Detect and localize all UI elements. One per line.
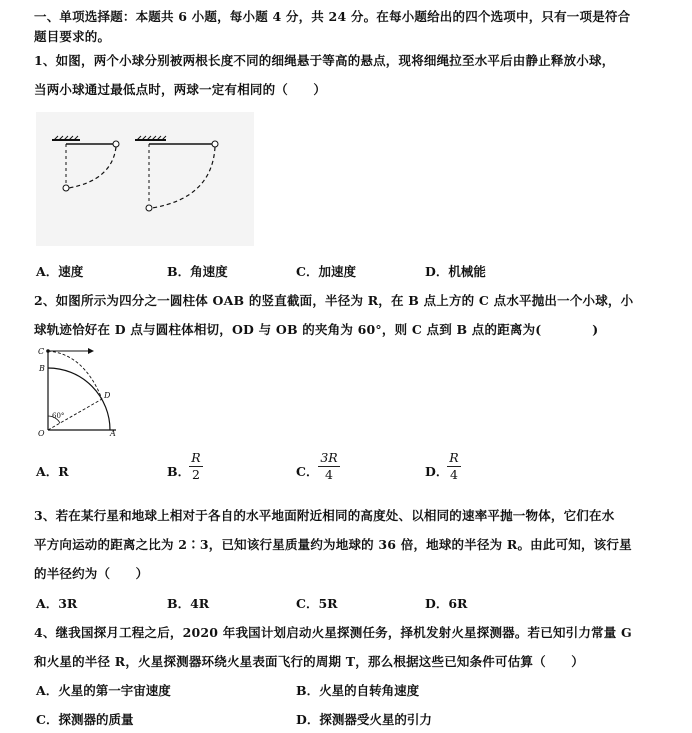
q4-stem-line2: 和火星的半径 R，火星探测器环绕火星表面飞行的周期 T，那么根据这些已知条件可估算（ ） [34, 654, 584, 669]
q2-option-b-denominator: 2 [192, 467, 200, 482]
q2-label-angle: 60° [52, 412, 65, 420]
section-header-line2: 题目要求的。 [34, 29, 111, 44]
q2-option-d-fraction [446, 450, 462, 483]
q2-label-b: B [39, 364, 45, 373]
q2-label-d: D [104, 391, 111, 400]
q2-option-c-numerator: 3R [320, 450, 338, 465]
q1-option-c[interactable]: C．加速度 [296, 264, 356, 279]
q3-option-c[interactable]: C．5R [296, 596, 338, 611]
q3-option-b[interactable]: B．4R [167, 596, 210, 611]
q2-option-b-numerator: R [191, 450, 201, 465]
q4-stem-line1: 4、继我国探月工程之后，2020 年我国计划启动火星探测任务，择机发射火星探测器。若已知引力常量 G [34, 625, 632, 640]
q2-quarter-cylinder-figure [36, 342, 126, 438]
q2-label-a: A [110, 429, 116, 438]
q2-option-b-letter[interactable]: B． [167, 464, 191, 479]
q2-option-c-denominator: 4 [325, 467, 333, 482]
q3-stem-line2: 平方向运动的距离之比为 2∶3，已知该行星质量约为地球的 36 倍，地球的半径为 R。由此可知，该行星 [34, 537, 632, 552]
q2-option-c-letter[interactable]: C． [296, 464, 319, 479]
q1-option-a[interactable]: A．速度 [36, 264, 84, 279]
q2-option-c-fraction [317, 450, 341, 483]
q1-stem-line2: 当两小球通过最低点时，两球一定有相同的（ ） [34, 82, 327, 97]
q2-stem-line2: 球轨迹恰好在 D 点与圆柱体相切，OD 与 OB 的夹角为 60°，则 C 点到 B 点的距离为( ) [34, 322, 599, 337]
q3-option-d[interactable]: D．6R [425, 596, 468, 611]
q3-option-a[interactable]: A．3R [36, 596, 78, 611]
q2-option-d-denominator: 4 [450, 467, 458, 482]
q4-option-b[interactable]: B．火星的自转角速度 [296, 683, 420, 698]
q3-stem-line1: 3、若在某行星和地球上相对于各自的水平地面附近相同的高度处、以相同的速率平抛一物体，它们在水 [34, 508, 615, 523]
q4-option-d[interactable]: D．探测器受火星的引力 [296, 712, 432, 727]
q1-pendulum-figure [36, 112, 254, 246]
q2-label-c: C [38, 347, 45, 356]
section-header-line1: 一、单项选择题：本题共 6 小题，每小题 4 分，共 24 分。在每小题给出的四个选项中，只有一项是符合 [34, 9, 631, 24]
q4-option-a[interactable]: A．火星的第一宇宙速度 [36, 683, 171, 698]
q2-option-a[interactable]: A．R [36, 464, 69, 479]
q1-option-b[interactable]: B．角速度 [167, 264, 228, 279]
q2-option-b-fraction [188, 450, 204, 483]
q1-stem-line1: 1、如图，两个小球分别被两根长度不同的细绳悬于等高的悬点，现将细绳拉至水平后由静止释放小球， [34, 53, 615, 68]
q1-option-d[interactable]: D．机械能 [425, 264, 486, 279]
q2-stem-line1: 2、如图所示为四分之一圆柱体 OAB 的竖直截面，半径为 R，在 B 点上方的 C 点水平抛出一个小球，小 [34, 293, 634, 308]
q3-stem-line3: 的半径约为（ ） [34, 566, 149, 581]
q2-label-o: O [38, 429, 45, 438]
q4-option-c[interactable]: C．探测器的质量 [36, 712, 134, 727]
q2-option-d-letter[interactable]: D． [425, 464, 449, 479]
q2-option-d-numerator: R [449, 450, 459, 465]
